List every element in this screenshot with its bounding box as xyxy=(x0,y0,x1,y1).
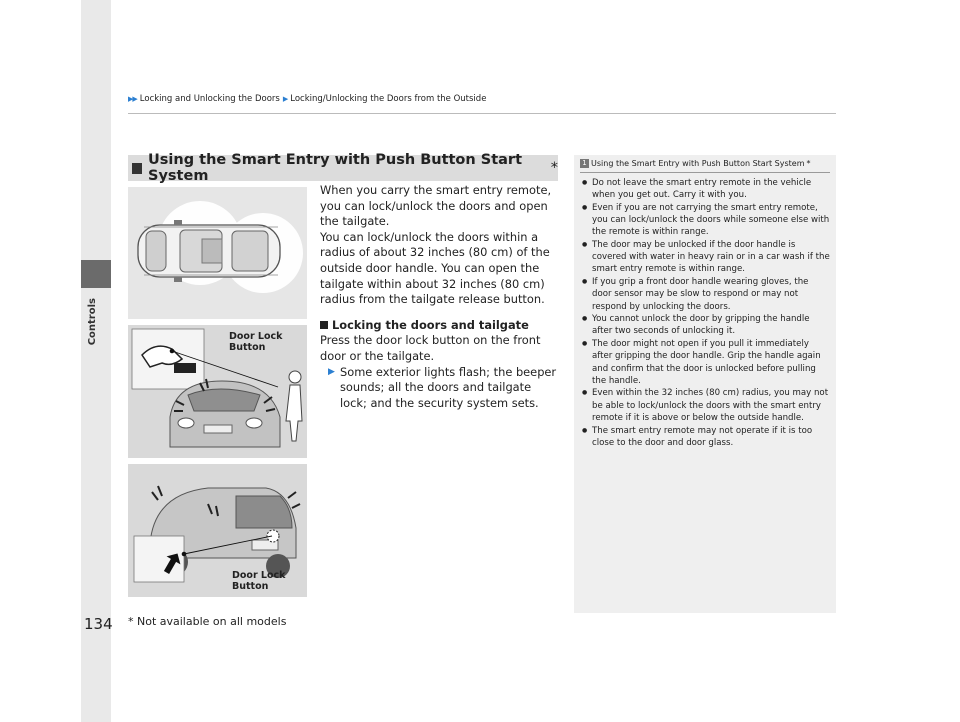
note-item: ● The door may be unlocked if the door handle is covered with water in heavy rain or in a car wash if the smart entry remote is within range. xyxy=(582,239,830,276)
note-item: ● If you grip a front door handle wearing gloves, the door sensor may be slow to respond or may not respond by unlocking the doors. xyxy=(582,276,830,313)
intro-paragraph: When you carry the smart entry remote, you can lock/unlock the doors and open the tailgate. xyxy=(320,183,552,229)
breadcrumb-arrow-icon: ▶▶ xyxy=(128,95,137,103)
result-text: Some exterior lights flash; the beeper sounds; all the doors and tailgate lock; and the security system sets. xyxy=(340,364,557,410)
locking-subheading xyxy=(320,318,558,334)
notes-title xyxy=(580,159,811,168)
page-footnote: * Not available on all models xyxy=(128,615,287,628)
result-paragraph xyxy=(320,365,558,412)
subheading-text: Locking the doors and tailgate xyxy=(332,317,529,332)
main-body-text xyxy=(320,183,558,411)
section-heading xyxy=(128,152,558,184)
figure-tailgate xyxy=(128,464,307,597)
notes-list xyxy=(582,177,830,449)
page-number: 134 xyxy=(84,615,113,633)
breadcrumb-item[interactable]: Locking/Unlocking the Doors from the Outside xyxy=(290,94,487,104)
notes-title-text: Using the Smart Entry with Push Button Start System xyxy=(591,159,805,168)
section-square-icon xyxy=(132,163,142,174)
note-item: ● Even if you are not carrying the smart entry remote, you can lock/unlock the doors while someone else with the remote is within range. xyxy=(582,202,830,239)
result-arrow-icon: ▶ xyxy=(328,366,335,377)
door-lock-button-label-top: Door Lock Button xyxy=(229,331,283,353)
breadcrumb-item[interactable]: Locking and Unlocking the Doors xyxy=(139,94,280,104)
car-top-view-illustration xyxy=(128,187,307,319)
note-item: ● The door might not open if you pull it immediately after gripping the door handle. Grip the handle again and confirm that the door is unlocked before pulling the handle. xyxy=(582,338,830,387)
notes-divider xyxy=(580,172,830,173)
note-item: ● The smart entry remote may not operate if it is too close to the door and door glass. xyxy=(582,425,830,449)
note-item: ● You cannot unlock the door by gripping the handle after two seconds of unlocking it. xyxy=(582,313,830,337)
notes-ref-number: 1 xyxy=(580,159,589,168)
subheading-square-icon xyxy=(320,321,328,329)
figure-top-view xyxy=(128,187,307,319)
note-item: ● Do not leave the smart entry remote in the vehicle when you get out. Carry it with you. xyxy=(582,177,830,201)
note-item: ● Even within the 32 inches (80 cm) radius, you may not be able to lock/unlock the doors with the smart entry remote if it is above or below the outside handle. xyxy=(582,387,830,424)
breadcrumb xyxy=(128,94,486,104)
section-footnote-mark: * xyxy=(550,160,558,176)
section-side-label: Controls xyxy=(87,298,98,346)
side-tab xyxy=(81,0,111,722)
figure-front-door xyxy=(128,325,307,458)
door-lock-button-label-bottom: Door Lock Button xyxy=(232,570,286,592)
notes-footnote-mark: * xyxy=(806,159,811,168)
breadcrumb-arrow-icon: ▶ xyxy=(282,95,288,103)
header-divider xyxy=(128,113,836,114)
section-title: Using the Smart Entry with Push Button Start System xyxy=(148,152,523,184)
range-paragraph: You can lock/unlock the doors within a radius of about 32 inches (80 cm) of the outside door handle. You can open the tailgate within about 32 inches (80 cm) radius from the tailgate release button. xyxy=(320,229,550,307)
instruction-paragraph: Press the door lock button on the front door or the tailgate. xyxy=(320,333,541,363)
side-tab-marker xyxy=(81,260,111,288)
